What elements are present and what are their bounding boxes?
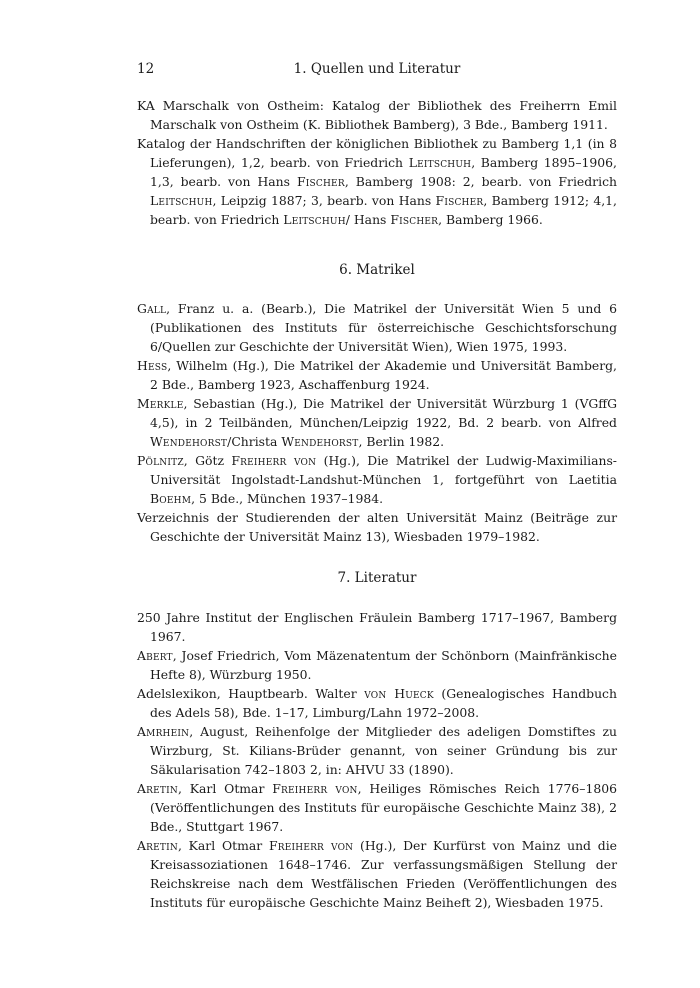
author-name: Gall [137, 301, 167, 316]
bibliography-entry [137, 836, 617, 912]
entry-text: , Bamberg 1895–1906, 1,3, bearb. von Hans [150, 155, 617, 189]
bibliography-entry [137, 646, 617, 684]
entry-text: / Hans [345, 212, 391, 227]
bibliography-entry [137, 299, 617, 356]
author-name: Fischer [390, 212, 439, 227]
author-name: Leitschuh [283, 212, 346, 227]
literatur-entries [137, 608, 617, 912]
entry-text: , Götz [183, 453, 232, 468]
author-name: Merkle [137, 396, 184, 411]
entry-text: , Wilhelm (Hg.), Die Matrikel der Akademie und Universität Bamberg, 2 Bde., Bamberg 1923, Aschaffenburg 1924. [150, 358, 617, 392]
author-name: Aretin [137, 838, 178, 853]
author-name: Hess [137, 358, 168, 373]
entry-text: 250 Jahre Institut der Englischen Fräulein Bamberg 1717–1967, Bamberg 1967. [137, 610, 617, 644]
author-name: Pölnitz [137, 453, 184, 468]
entry-text: , Franz u. a. (Bearb.), Die Matrikel der Universität Wien 5 und 6 (Publikationen des Instituts für österreichische Geschichtsforschung 6/Quellen zur Geschichte der Universität Wien), Wien 1975, 1993. [150, 301, 617, 354]
author-name: Fischer [297, 174, 345, 189]
page-header [137, 61, 617, 81]
entry-text: (Genealogisches Handbuch des Adels 58), Bde. 1–17, Limburg/Lahn 1972–2008. [150, 686, 617, 720]
bibliography-entry [137, 508, 617, 546]
entry-text: , Bamberg 1966. [438, 212, 543, 227]
bibliography-entry [137, 356, 617, 394]
bibliography-entry [137, 722, 617, 779]
entry-text: , 5 Bde., München 1937–1984. [191, 491, 384, 506]
section-heading-matrikel: 6. Matrikel [339, 262, 415, 278]
author-name: Amrhein [137, 724, 190, 739]
bibliography-entry [137, 608, 617, 646]
matrikel-entries [137, 299, 617, 546]
entry-text: , Josef Friedrich, Vom Mäzenatentum der Schönborn (Mainfränkische Hefte 8), Würzburg 1950. [150, 648, 617, 682]
entry-text: Katalog der Handschriften der königlichen Bibliothek zu Bamberg 1,1 (in 8 Lieferungen), 1,2, bearb. von Friedrich [137, 136, 617, 170]
page-number: 12 [137, 61, 155, 77]
author-name: Freiherr von [231, 453, 317, 468]
entry-text: , Bamberg 1908: 2, bearb. von Friedrich [344, 174, 617, 189]
entry-text: /Christa [227, 434, 282, 449]
entry-text: , Bamberg 1912; 4,1, bearb. von Friedrich [150, 193, 617, 227]
entry-text: (Hg.), Der Kurfürst von Mainz und die Kreisassoziationen 1648–1746. Zur verfassungsmäßigen Stellung der Reichskreise nach dem Westfälischen Frieden (Veröffentlichungen des Instituts für europäische Geschichte Mainz Beiheft 2), Wiesbaden 1975. [150, 838, 617, 910]
catalog-entries [137, 96, 617, 229]
entry-text: Adelslexikon, Hauptbearb. Walter [137, 686, 365, 701]
author-name: Boehm [150, 491, 192, 506]
entry-text: (Hg.), Die Matrikel der Ludwig-Maximilians-Universität Ingolstadt-Landshut-München 1, fortgeführt von Laetitia [150, 453, 617, 487]
author-name: Freiherr von [272, 781, 358, 796]
author-name: von Hueck [364, 686, 434, 701]
author-name: Leitschuh [408, 155, 472, 170]
bibliography-entry [137, 134, 617, 229]
author-name: Abert [137, 648, 173, 663]
bibliography-entry [137, 394, 617, 451]
author-name: Freiherr von [268, 838, 354, 853]
entry-text: , Heiliges Römisches Reich 1776–1806 (Veröffentlichungen des Instituts für europäische Geschichte Mainz 38), 2 Bde., Stuttgart 1967. [150, 781, 618, 834]
author-name: Leitschuh [150, 193, 213, 208]
entry-text: KA Marschalk von Ostheim: Katalog der Bibliothek des Freiherrn Emil Marschalk von Ostheim (K. Bibliothek Bamberg), 3 Bde., Bamberg 1911. [137, 98, 617, 132]
section-heading-literatur: 7. Literatur [337, 570, 417, 586]
entry-text: , Karl Otmar [177, 781, 273, 796]
bibliography-entry [137, 684, 617, 722]
entry-text: , August, Reihenfolge der Mitglieder des adeligen Domstiftes zu Wirzburg, St. Kilians-Brüder genannt, von seiner Gründung bis zur Säkularisation 742–1803 2, in: AHVU 33 (1890). [150, 724, 617, 777]
author-name: Fischer [435, 193, 484, 208]
entry-text: , Berlin 1982. [358, 434, 445, 449]
bibliography-entry [137, 451, 617, 508]
entry-text: Verzeichnis der Studierenden der alten Universität Mainz (Beiträge zur Geschichte der Universität Mainz 13), Wiesbaden 1979–1982. [137, 510, 617, 544]
running-title: 1. Quellen und Literatur [293, 61, 461, 77]
author-name: Wendehorst [150, 434, 228, 449]
bibliography-entry [137, 779, 617, 836]
author-name: Aretin [137, 781, 178, 796]
author-name: Wendehorst [281, 434, 359, 449]
entry-text: , Karl Otmar [177, 838, 269, 853]
entry-text: , Leipzig 1887; 3, bearb. von Hans [212, 193, 436, 208]
bibliography-entry [137, 96, 617, 134]
entry-text: , Sebastian (Hg.), Die Matrikel der Universität Würzburg 1 (VGffG 4,5), in 2 Teilbänden, München/Leipzig 1922, Bd. 2 bearb. von Alfred [150, 396, 617, 430]
